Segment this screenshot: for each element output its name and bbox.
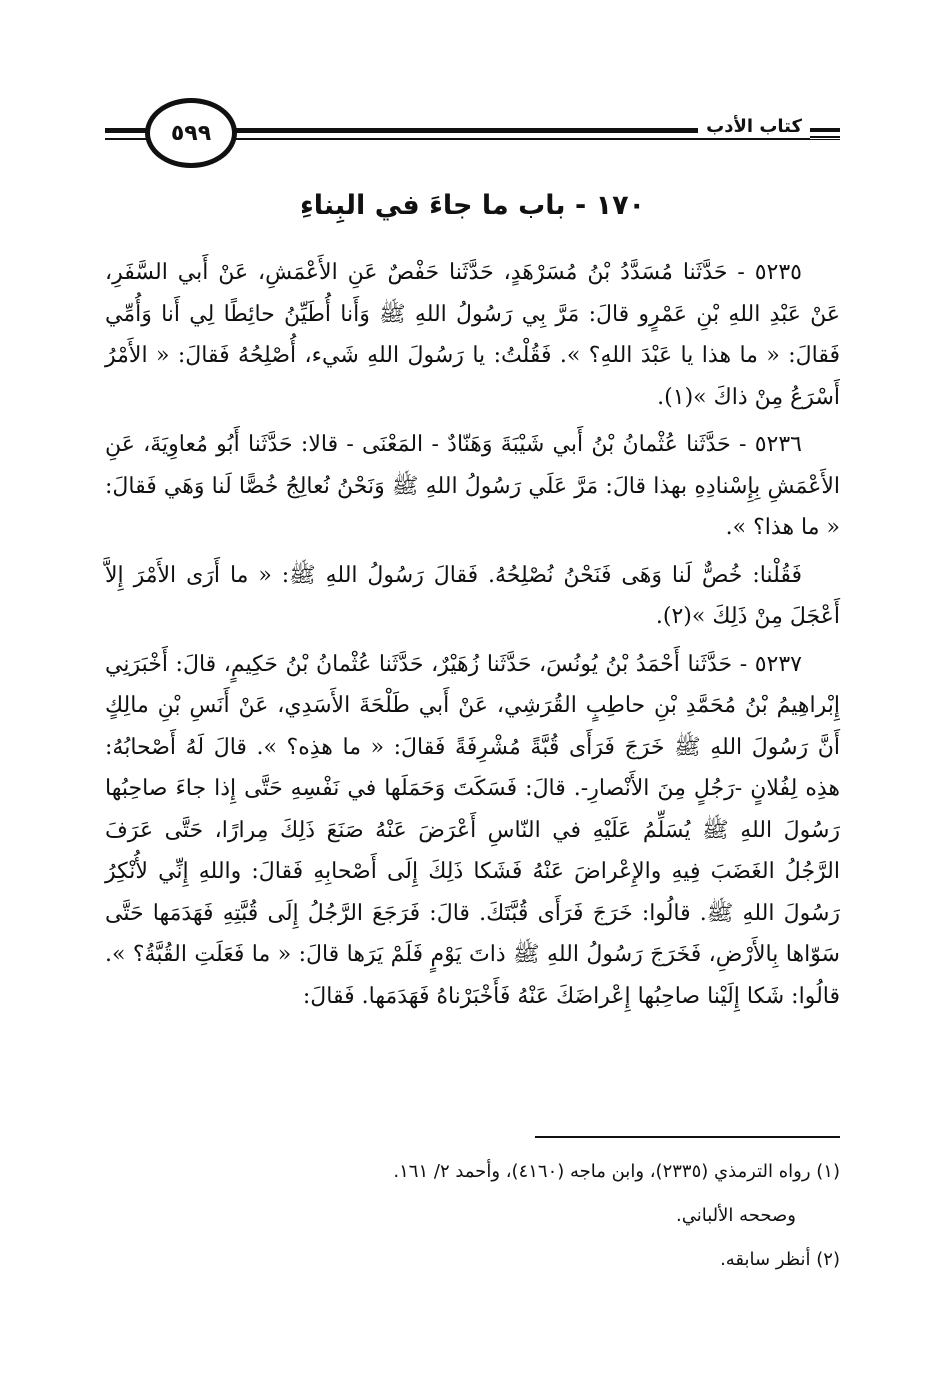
chapter-heading: ١٧٠ - باب ما جاءَ في البِناءِ [299, 190, 646, 221]
footnote-divider [535, 1136, 840, 1138]
footnote-2: (٢) أنظر سابقه. [720, 1249, 840, 1270]
hadith-5236: ٥٢٣٦ - حَدَّثَنا عُثْمانُ بْنُ أَبي شَيْبَةَ وَهَنّادٌ - المَعْنَى - قالا: حَدَّثَنا أَبُو مُعاوِيَةَ، عَنِ الأَعْمَشِ بِإِسْنادِهِ بهذا قالَ: مَرَّ عَلَي رَسُولُ اللهِ ﷺ وَنَحْنُ نُعالِجُ خُصًّا لَنا وَهَي فَقالَ: « ما هذا؟ ». [105, 432, 840, 540]
main-text [105, 252, 840, 1023]
footnote-1-continued: وصححه الألباني. [676, 1205, 796, 1226]
hadith-5235: ٥٢٣٥ - حَدَّثَنا مُسَدَّدُ بْنُ مُسَرْهَدٍ، حَدَّثَنا حَفْصٌ عَنِ الأَعْمَشِ، عَنْ أَبي السَّفَرِ، عَنْ عَبْدِ اللهِ بْنِ عَمْرٍو قالَ: مَرَّ بِي رَسُولُ اللهِ ﷺ وَأَنا أُطَيِّنُ حائِطًا لِي أَنا وَأُمِّي فَقالَ: « ما هذا يا عَبْدَ اللهِ؟ ». فَقُلْتُ: يا رَسُولَ اللهِ شَيء، أُصْلِحُهُ فَقالَ: « الأَمْرُ أَسْرَعُ مِنْ ذاكَ »(١). [105, 260, 840, 410]
footnotes [105, 1150, 840, 1282]
page-header [105, 98, 840, 168]
header-rule-end [810, 129, 840, 139]
book-title: كتاب الأدب [698, 116, 810, 137]
footnote-1: (١) رواه الترمذي (٢٣٣٥)، وابن ماجه (٤١٦٠)، وأحمد ٢/ ١٦١. [393, 1161, 840, 1182]
page-number: ٥٩٩ [145, 98, 237, 168]
hadith-5236-continued: فَقُلْنا: خُصٌّ لَنا وَهَى فَنَحْنُ نُصْلِحُهُ. فَقالَ رَسُولُ اللهِ ﷺ: « ما أَرَى الأَمْرَ إِلاَّ أَعْجَلَ مِنْ ذَلِكَ »(٢). [105, 562, 840, 629]
hadith-5237: ٥٢٣٧ - حَدَّثَنا أَحْمَدُ بْنُ يُونُسَ، حَدَّثَنا زُهَيْرٌ، حَدَّثَنا عُثْمانُ بْنُ حَكِيمٍ، قالَ: أَخْبَرَنِي إِبْراهِيمُ بْنُ مُحَمَّدِ بْنِ حاطِبٍ القُرَشِي، عَنْ أَبي طَلْحَةَ الأَسَدِي، عَنْ أَنَسِ بْنِ مالِكٍ أَنَّ رَسُولَ اللهِ ﷺ خَرَجَ فَرَأَى قُبَّةً مُشْرِفَةً فَقالَ: « ما هذِه؟ ». قالَ لَهُ أَصْحابُهُ: هذِه لِفُلانٍ -رَجُلٍ مِنَ الأَنْصارِ-. قالَ: فَسَكَتَ وَحَمَلَها في نَفْسِهِ حَتَّى إِذا جاءَ صاحِبُها رَسُولَ اللهِ ﷺ يُسَلِّمُ عَلَيْهِ في النّاسِ أَعْرَضَ عَنْهُ صَنَعَ ذَلِكَ مِرارًا، حَتَّى عَرَفَ الرَّجُلُ الغَضَبَ فِيهِ والإِعْراضَ عَنْهُ فَشَكا ذَلِكَ إِلَى أَصْحابِهِ فَقالَ: واللهِ إِنِّي لأُنْكِرُ رَسُولَ اللهِ ﷺ. قالُوا: خَرَجَ فَرَأَى قُبَّتَكَ. قالَ: فَرَجَعَ الرَّجُلُ إِلَى قُبَّتِهِ فَهَدَمَها حَتَّى سَوّاها بِالأَرْضِ، فَخَرَجَ رَسُولُ اللهِ ﷺ ذاتَ يَوْمٍ فَلَمْ يَرَها قالَ: « ما فَعَلَتِ القُبَّةُ؟ ». قالُوا: شَكا إِلَيْنا صاحِبُها إِعْراضَكَ عَنْهُ فَأَخْبَرْناهُ فَهَدَمَها. فَقالَ: [105, 651, 840, 1009]
